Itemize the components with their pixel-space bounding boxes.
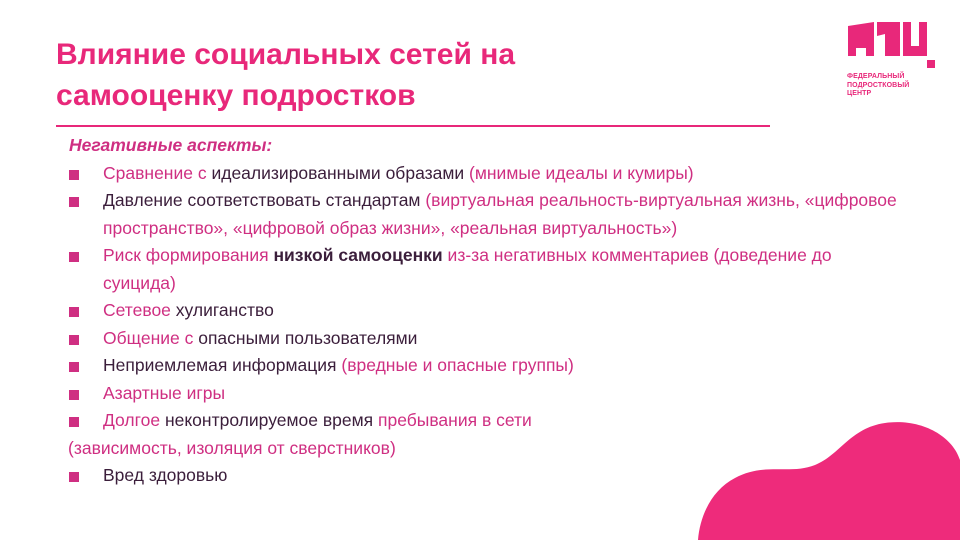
list-item-continuation: (зависимость, изоляция от сверстников)	[68, 437, 396, 458]
logo-text-line-1: ФЕДЕРАЛЬНЫЙ	[847, 73, 905, 80]
section-subtitle: Негативные аспекты:	[69, 135, 273, 155]
title-line-1: Влияние социальных сетей на	[56, 38, 516, 71]
list-item: Азартные игры	[68, 380, 898, 408]
bullet-icon	[69, 252, 79, 262]
bullet-icon	[69, 362, 79, 372]
slide-title	[56, 34, 776, 116]
list-item: Неприемлемая информация (вредные и опасные группы)	[68, 352, 898, 380]
bullet-icon	[69, 170, 79, 180]
logo-wordmark	[847, 73, 909, 99]
list-item: Общение с опасными пользователями	[68, 325, 898, 353]
title-line-2: самооценку подростков	[56, 79, 416, 112]
list-item: Сетевое хулиганство	[68, 297, 898, 325]
logo-mark-icon	[845, 20, 940, 70]
bullet-icon	[69, 472, 79, 482]
bullet-icon	[69, 197, 79, 207]
title-divider	[56, 125, 770, 127]
bullet-icon	[69, 417, 79, 427]
list-item: Давление соответствовать стандартам (виртуальная реальность-виртуальная жизнь, «цифровое пространство», «цифровой образ жизни», «реальная виртуальность»)	[68, 187, 898, 242]
logo-text-line-2: ПОДРОСТКОВЫЙ	[847, 81, 910, 89]
list-item: Долгое неконтролируемое время пребывания в сети	[68, 407, 898, 435]
bullet-icon	[69, 390, 79, 400]
list-item: Риск формирования низкой самооценки из-за негативных комментариев (доведение до суицида)	[68, 242, 898, 297]
list-item: Вред здоровью	[68, 462, 898, 490]
list-item: Сравнение с идеализированными образами (мнимые идеалы и кумиры)	[68, 160, 898, 188]
negative-aspects-list	[68, 160, 898, 490]
content-area	[68, 132, 898, 490]
logo-text-line-3: ЦЕНТР	[847, 90, 872, 97]
bullet-icon	[69, 335, 79, 345]
bullet-icon	[69, 307, 79, 317]
organization-logo	[845, 20, 940, 100]
